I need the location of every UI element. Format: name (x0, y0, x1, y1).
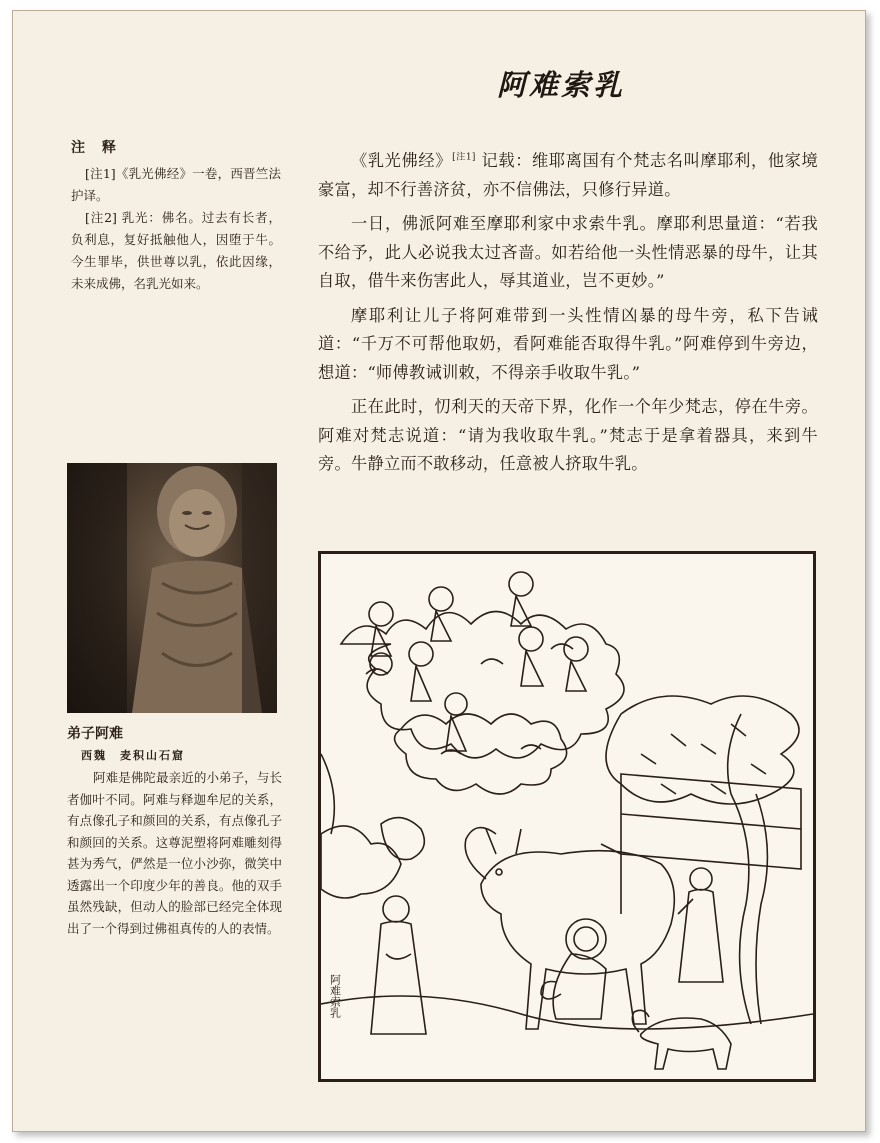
woodcut-scene (321, 554, 813, 1079)
paragraph-3: 摩耶利让儿子将阿难带到一头性情凶暴的母牛旁，私下告诫道：“千万不可帮他取奶，看阿难能否取得牛乳。”阿难停到牛旁边，想道：“师傅教诫训敕，不得亲手收取牛乳。” (318, 305, 818, 382)
main-text (318, 147, 818, 485)
footnote-ref: [注1] (452, 152, 476, 163)
sutra-title: 《乳光佛经》 (351, 151, 453, 170)
woodcut-inscription: 阿难索乳 (328, 974, 342, 1018)
statue-illustration (67, 463, 277, 713)
photo-caption (67, 723, 282, 939)
book-page (12, 10, 866, 1132)
paragraph-1-text: 记载：维耶离国有个梵志名叫摩耶利，他家境豪富，却不行善济贫，亦不信佛法，只修行异道。 (318, 151, 819, 199)
page-title: 阿难索乳 (497, 68, 626, 102)
paragraph-1 (318, 147, 818, 204)
woodcut-illustration (318, 551, 816, 1082)
caption-title: 弟子阿难 (67, 726, 123, 742)
ananda-statue-photo (67, 463, 277, 713)
caption-text: 阿难是佛陀最亲近的小弟子，与长者伽叶不同。阿难与释迦牟尼的关系，有点像孔子和颜回的关系，有点像孔子和颜回的关系。这尊泥塑将阿难雕刻得甚为秀气，俨然是一位小沙弥，微笑中透露出一个印度少年的善良。他的双手虽然残缺，但动人的脸部已经完全体现出了一个得到过佛祖真传的人的表情。 (67, 770, 282, 936)
notes-heading: 注 释 (71, 140, 122, 156)
caption-body (67, 767, 282, 939)
paragraph-4: 正在此时，忉利天的天帝下界，化作一个年少梵志，停在牛旁。阿难对梵志说道：“请为我收取牛乳。”梵志于是拿着器具，来到牛旁。牛静立而不敢移动，任意被人挤取牛乳。 (318, 397, 818, 473)
paragraph-2: 一日，佛派阿难至摩耶利家中求索牛乳。摩耶利思量道：“若我不给予，此人必说我太过吝啬。如若给他一头性情恶暴的母牛，让其自取，借牛来伤害此人，辱其道业，岂不更妙。” (318, 214, 818, 290)
note-2: [注2] 乳光：佛名。过去有长者，负利息，复好抵触他人，因堕于牛。今生罪毕，供世尊以乳，依此因缘，未来成佛，名乳光如来。 (71, 210, 281, 291)
notes-section (71, 137, 281, 295)
caption-subtitle: 西魏 麦积山石窟 (81, 749, 185, 762)
note-1: [注1]《乳光佛经》一卷，西晋竺法护译。 (71, 166, 281, 203)
